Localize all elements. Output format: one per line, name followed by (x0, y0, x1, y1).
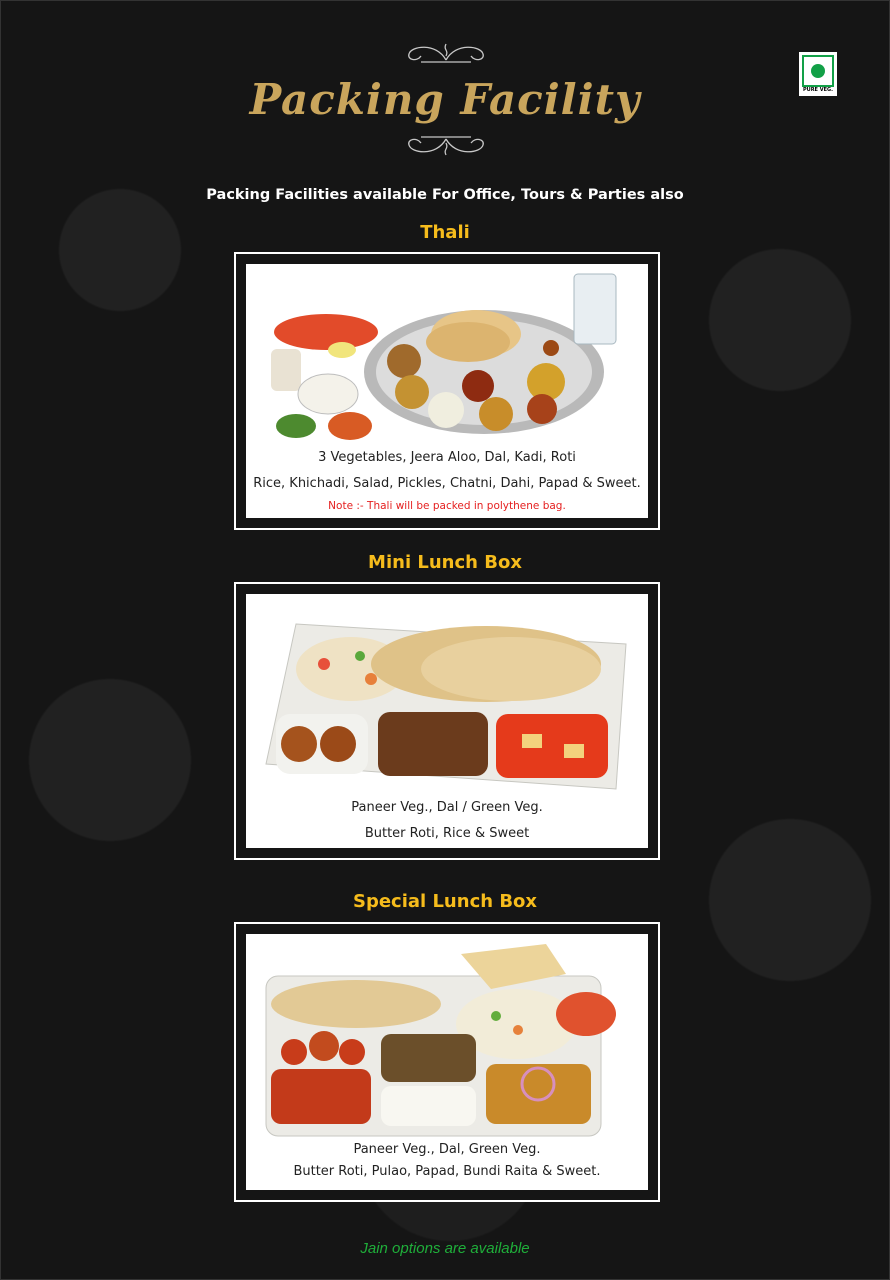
subtitle: Packing Facilities available For Office, Tours & Parties also (206, 187, 684, 203)
pure-veg-badge (799, 52, 837, 96)
section-heading-mini-lunch-box: Mini Lunch Box (368, 552, 522, 573)
thali-description-line-1: 3 Vegetables, Jeera Aloo, Dal, Kadi, Roti (318, 450, 576, 465)
bottom-ornament-icon (401, 133, 491, 159)
veg-mark-icon (802, 55, 834, 87)
top-ornament-icon (401, 40, 491, 66)
mini-lunch-box-description-line-1: Paneer Veg., Dal / Green Veg. (351, 800, 543, 815)
section-heading-thali: Thali (420, 222, 470, 243)
pure-veg-label: PURE VEG. (802, 87, 834, 93)
special-lunch-box-card (234, 922, 660, 1202)
special-lunch-box-description-line-2: Butter Roti, Pulao, Papad, Bundi Raita & Sweet. (293, 1164, 601, 1179)
mini-lunch-box-image (246, 594, 644, 794)
footer-note: Jain options are available (360, 1240, 530, 1257)
thali-description-line-2: Rice, Khichadi, Salad, Pickles, Chatni, Dahi, Papad & Sweet. (253, 476, 641, 491)
mini-lunch-box-card (234, 582, 660, 860)
thali-plate-image (246, 264, 644, 454)
page-title: Packing Facility (249, 75, 641, 124)
section-heading-special-lunch-box: Special Lunch Box (352, 891, 538, 912)
mini-lunch-box-description-line-2: Butter Roti, Rice & Sweet (364, 826, 530, 841)
special-lunch-box-image (246, 934, 644, 1144)
special-lunch-box-description-line-1: Paneer Veg., Dal, Green Veg. (353, 1142, 541, 1157)
thali-note: Note :- Thali will be packed in polythene bag. (328, 500, 566, 512)
thali-card (234, 252, 660, 530)
